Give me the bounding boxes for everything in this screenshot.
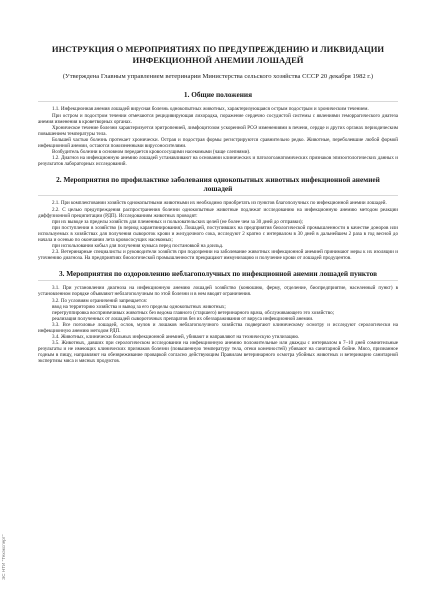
section-3-paragraph: ввод на территорию хозяйства и вывод за его пределы однокопытных животных;: [52, 303, 226, 310]
section-2-paragraph: при их выводе за пределы хозяйств для племенных и пользовательских целей (не более чем за 30 дней до отправки);: [52, 219, 303, 226]
section-1-paragraph: При остром и подостром течении отмечаются рецидивирующая лихорадка, поражение сердечно сосудистой системы с явлениями геморрагического диатеза анемия изменения в кроветворных органах.: [38, 112, 398, 125]
document-page: [38, 44, 398, 364]
section-2-paragraph: 2.3. Ветеринарные специалисты и руководители хозяйств при подозрении на заболевание животных инфекционной анемией принимают меры к их изоляции и уточнению диагноза. На предприятиях биологической промышленности прекращают иммунизацию и получение крови от лошадей продуцентов.: [38, 249, 398, 262]
section-2-paragraph: при поступлении в хозяйство (в период карантинирования). Лошадей, поступивших на предприятия биологической промышленности в качестве доноров или используемых в хозяйствах для получения сывороток крови и желудочного сока, исследуют 2 кратно с интервалом в 30 дней в дальнейшем 2 раза в год весной до начала и осенью по окончании лета кровососущих насекомых;: [38, 225, 398, 244]
section-divider: [38, 101, 398, 102]
section-3-paragraph: 3.3. Все поголовье лошадей, ослов, мулов и лошаков неблагополучного хозяйства подвергают клиническому осмотру и исследуют серологически на инфекционную анемию методом РДП.: [38, 321, 398, 334]
section-divider: [38, 280, 398, 281]
section-3-paragraph: 3.5. Животных, давших при серологическом исследовании на инфекционную анемию положительные или дважды с интервалом в 7–10 дней сомнительные результаты и не имеющих клинических признаков болезни (повышенную температуру тела, отеки конечностей) убивают на санитарной бойне. Мясо, признанное годным в пищу, направляют на обезвреживание проваркой согласно действующим Правилам ветеринарного осмотра убойных животных и ветеринарно санитарной экспертизы мяса и мясных продуктов.: [38, 339, 398, 365]
section-2-paragraph: при использовании кобыл для получения кумыса перед постановкой на доильд.: [52, 243, 224, 250]
section-3-paragraph: 3.1. При установлении диагноза на инфекционную анемию лошадей хозяйство (конюшню, ферму, отделение, биопредприятие, населенный пункт) в установленном порядке объявляют неблагополучным по этой болезни и в нем вводят ограничения.: [38, 284, 398, 297]
section-3-paragraph: 3.2. По условиям ограничений запрещается:: [52, 297, 148, 304]
section-2-paragraph: 2.2. С целью предупреждения распространения болезни однокопытные животные подлежат исследованию на инфекционную анемию методом реакции диффузионной преципитации (РДП). Исследованиям животных проводят:: [38, 207, 398, 220]
section-1-paragraph: Большей частью болезнь протекает хронически. Острая и подострая формы регистрируются сравнительно редко. Животные, переболевшие любой формой инфекционной анемии, остаются пожизненными вирусоносителями.: [38, 136, 398, 149]
section-1-paragraph: Возбудитель болезни в основном передается кровососущими насекомыми (чаще слепнями).: [52, 148, 251, 155]
section-3-paragraph: перегруппировка восприимчивых животных без ведома главного (старшего) ветеринарного врача, обслуживающего это хозяйство;: [52, 309, 335, 316]
document-title: ИНСТРУКЦИЯ О МЕРОПРИЯТИЯХ ПО ПРЕДУПРЕЖДЕНИЮ И ЛИКВИДАЦИИ ИНФЕКЦИОННОЙ АНЕМИИ ЛОШАДЕЙ: [51, 44, 385, 65]
section-3-title: 3. Мероприятия по оздоровлению неблагополучных по инфекционной анемии лошадей пунктов: [58, 268, 378, 278]
section-1-paragraph: 1.2. Диагноз на инфекционную анемию лошадей устанавливают на основании клинических и патологоанатомических признаков эпизоотологических данных и результатов лабораторных исследований.: [38, 154, 398, 168]
section-1-title: 1. Общие положения: [183, 89, 253, 99]
section-2-title: 2. Мероприятия по профилактике заболевания однокопытных животных инфекционной анемией лошадей: [56, 175, 380, 194]
side-watermark-stamp: ЭС НТИ "Техэксперт": [1, 534, 6, 580]
section-divider: [38, 195, 398, 196]
section-3-paragraph: 3.4. Животных, клинически больных инфекционной анемией, убивают и направляют на техническую утилизацию.: [52, 333, 300, 340]
document-subtitle: (Утверждена Главным управлением ветеринарии Министерства сельского хозяйства СССР 20 декабря 1982 г.): [62, 73, 374, 80]
section-3-paragraph: реализация полученных от лошадей сывороточных препаратов без их обеззараживания от вируса инфекционной анемии.: [52, 315, 314, 322]
section-1-paragraph: 1.1. Инфекционная анемия лошадей вирусная болезнь однокопытных животных, характеризующаяся острым подострым и хроническим течением.: [52, 105, 369, 112]
section-1-paragraph: Хроническое течение болезни характеризуется эритропенией, лимфоцитозом ускоренной РОЭ изменениями в печени, сердце и других органах периодическим повышением температуры тела.: [38, 124, 398, 137]
section-2-paragraph: 2.1. При комплектовании хозяйств однокопытными животными их необходимо приобретать из пунктов благополучных по инфекционной анемии лошадей.: [52, 200, 387, 207]
